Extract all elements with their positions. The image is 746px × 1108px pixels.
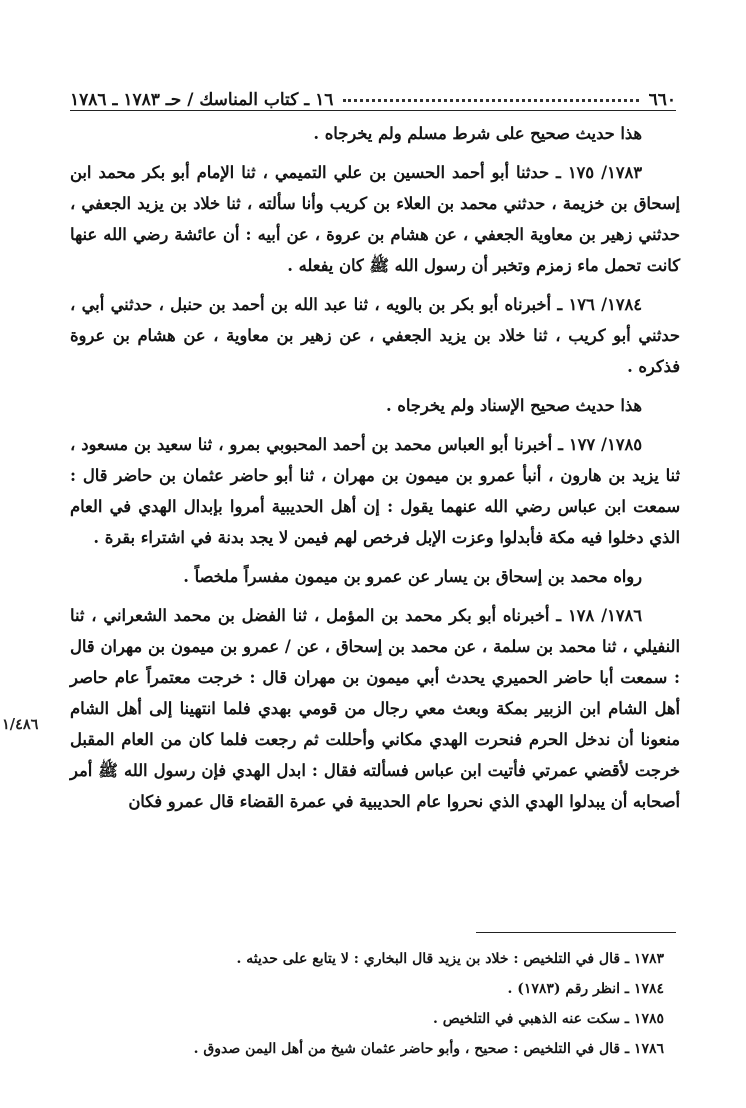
hadith-1784: ١٧٨٤/ ١٧٦ ـ أخبرناه أبو بكر بن بالويه ، ثنا عبد الله بن أحمد بن حنبل ، حدثني أبي ، حدثني أبو كريب ، ثنا خلاد بن يزيد الجعفي ، عن زهير بن معاوية ، عن هشام بن عروة فذكره .: [70, 295, 680, 376]
footnote-divider: [476, 932, 676, 933]
hadith-1783: ١٧٨٣/ ١٧٥ ـ حدثنا أبو أحمد الحسين بن علي التميمي ، ثنا الإمام أبو بكر محمد ابن إسحاق بن خزيمة ، حدثني محمد بن العلاء بن كريب وأنا سألته ، ثنا خلاد بن يزيد الجعفي ، حدثني زهير بن معاوية الجعفي ، عن هشام بن عروة ، عن أبيه : أن عائشة رضي الله عنها كانت تحمل ماء زمزم وتخبر أن رسول الله ﷺ كان يفعله .: [70, 163, 680, 275]
footnote-1785: ١٧٨٥ ـ سكت عنه الذهبي في التلخيص .: [432, 1011, 664, 1027]
footnote-1784: ١٧٨٤ ـ انظر رقم (١٧٨٣) .: [507, 981, 664, 997]
footnote-1783: ١٧٨٣ ـ قال في التلخيص : خلاد بن يزيد قال البخاري : لا يتابع على حديثه .: [236, 951, 664, 967]
running-header: [70, 80, 676, 111]
page-number: ٦٦٠: [648, 90, 676, 110]
header-dot-leader: [343, 97, 638, 102]
hadith-1785: ١٧٨٥/ ١٧٧ ـ أخبرنا أبو العباس محمد بن أحمد المحبوبي بمرو ، ثنا سعيد بن مسعود ، ثنا يزيد بن هارون ، أنبأ عمرو بن ميمون بن مهران ، ثنا أبو حاضر عثمان بن حاضر قال : سمعت ابن عباس رضي الله عنهما يقول : إن أهل الحديبية أمروا بإبدال الهدي في العام الذي دخلوا فيه مكة فأبدلوا وعزت الإبل فرخص لهم فيمن لا يجد بدنة في اشتراء بقرة .: [70, 435, 680, 547]
footnotes: [70, 944, 664, 1064]
paragraph: رواه محمد بن إسحاق بن يسار عن عمرو بن ميمون مفسراً ملخصاً .: [183, 567, 642, 586]
paragraph: هذا حديث صحيح على شرط مسلم ولم يخرجاه .: [313, 124, 642, 143]
running-title: ١٦ ـ كتاب المناسك / حـ ١٧٨٣ ـ ١٧٨٦: [70, 90, 334, 110]
hadith-1786: ١٧٨٦/ ١٧٨ ـ أخبرناه أبو بكر محمد بن المؤمل ، ثنا الفضل بن محمد الشعراني ، ثنا النفيلي ، ثنا محمد بن سلمة ، عن محمد بن إسحاق ، عن / عمرو بن ميمون بن مهران قال : سمعت أبا حاضر الحميري يحدث أبي ميمون بن مهران قال : خرجت معتمراً عام حاصر أهل الشام ابن الزبير بمكة وبعث معي رجال من قومي بهدي فلما انتهينا إلى أهل الشام منعونا أن ندخل الحرم فنحرت الهدي مكاني وأحللت ثم رجعت فلما كان من العام المقبل خرجت لأقضي عمرتي فأتيت ابن عباس فسألته فقال : ابدل الهدي فإن رسول الله ﷺ أمر أصحابه أن يبدلوا الهدي الذي نحروا عام الحديبية في عمرة القضاء قال عمرو فكان: [70, 606, 680, 811]
footnote-1786: ١٧٨٦ ـ قال في التلخيص : صحيح ، وأبو حاضر عثمان شيخ من أهل اليمن صدوق .: [193, 1041, 664, 1057]
manuscript-folio-note: ١/٤٨٦: [2, 716, 39, 733]
main-text: [70, 118, 680, 825]
paragraph: هذا حديث صحيح الإسناد ولم يخرجاه .: [385, 396, 642, 415]
